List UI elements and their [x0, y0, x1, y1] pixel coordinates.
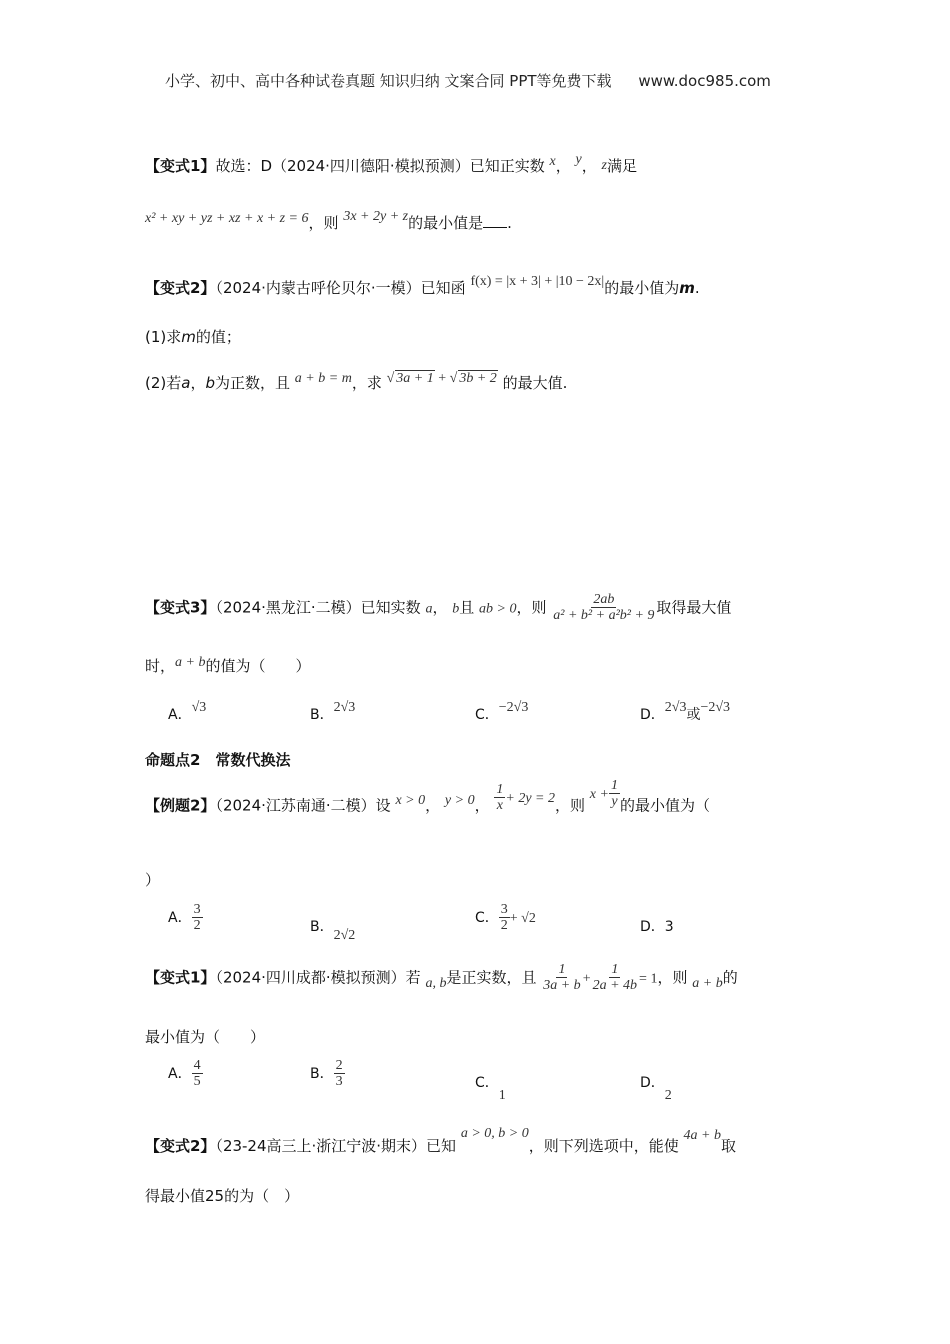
- v4-option-d: [640, 1074, 672, 1103]
- v2-line1: [145, 274, 700, 298]
- sep: ，: [474, 796, 490, 815]
- e2-suffix: 的最小值为（: [619, 796, 710, 815]
- v3-option-a: [168, 696, 207, 723]
- e2-line2: ）: [145, 871, 161, 889]
- v3-a: a: [425, 601, 433, 617]
- option-rest: + √2: [509, 910, 536, 926]
- v3-tag: 【变式3】: [145, 598, 216, 617]
- sep: ，: [581, 157, 597, 175]
- v3-then: ，则: [516, 598, 547, 617]
- numerator: 4: [193, 1058, 201, 1073]
- v5-line1: [145, 1126, 737, 1156]
- v1-end: 的最小值是: [408, 214, 484, 232]
- option-label: C．: [475, 707, 499, 723]
- option-value: 2√3: [664, 700, 687, 715]
- radicand-1: 3a + 1: [396, 371, 434, 386]
- header-text: 小学、初中、高中各种试卷真题 知识归纳 文案合同 PPT等免费下载: [165, 72, 612, 90]
- v2-suffix: 的最小值为: [604, 279, 680, 297]
- period: .: [694, 279, 700, 297]
- v1-line1: [145, 152, 637, 176]
- numerator: 3: [193, 902, 201, 917]
- v1-var-z: z: [601, 158, 607, 173]
- v4-tag: 【变式1】: [145, 968, 216, 987]
- numerator: 1: [610, 778, 618, 793]
- denominator: 2: [500, 918, 508, 934]
- option-or: 或: [686, 707, 701, 723]
- v2-q2-mid: 为正数，且: [215, 374, 291, 392]
- e2-option-b: [310, 918, 356, 943]
- numerator: 1: [558, 962, 566, 977]
- v3-line2: [145, 655, 310, 676]
- sep: ，: [555, 157, 571, 175]
- v4-frac-2: [591, 962, 639, 994]
- option-label: B．: [310, 1065, 334, 1082]
- e2-line1: [145, 778, 710, 822]
- option-value: 2√3: [333, 700, 356, 715]
- section-title: 命题点2 常数代换法: [145, 751, 291, 769]
- e2-cond-2: y > 0: [444, 793, 475, 809]
- v3-line2-b: 的值为（ ）: [205, 657, 311, 675]
- option-value: √3: [191, 700, 207, 715]
- numerator: 3: [500, 902, 508, 917]
- numerator: 1: [611, 962, 619, 977]
- v5-tag: 【变式2】: [145, 1137, 216, 1155]
- v1-prefix: 故选：D（2024·四川德阳·模拟预测）已知正实数: [215, 157, 545, 175]
- e2-prefix: （2024·江苏南通·二模）设: [215, 796, 391, 815]
- v4-then: ，则: [657, 968, 688, 987]
- v3-and: 且: [459, 598, 475, 617]
- v3-condition: ab > 0: [479, 601, 517, 617]
- v4-line1: [145, 962, 738, 994]
- plus: +: [438, 371, 447, 386]
- v4-option-b: [310, 1058, 345, 1090]
- option-label: C．: [475, 909, 499, 926]
- sep: ，: [190, 374, 206, 392]
- plus: +: [582, 971, 591, 987]
- denominator: y: [611, 794, 618, 810]
- e2-option-d: [640, 916, 674, 936]
- v2-q2-radical: √ 3a + 1 + √ 3b + 2: [386, 371, 497, 386]
- v4-line2: 最小值为（ ）: [145, 1028, 266, 1046]
- option-value: −2√3: [498, 700, 529, 715]
- v1-suffix: 满足: [606, 157, 637, 175]
- denominator: 5: [193, 1074, 201, 1090]
- header-url: www.doc985.com: [638, 72, 771, 90]
- numerator: 1: [496, 782, 504, 797]
- v1-var-y: y: [575, 152, 582, 167]
- v2-q1-text: (1)求: [145, 328, 182, 346]
- v3-option-c: [475, 696, 529, 723]
- v2-q2-b: b: [205, 374, 215, 392]
- option-value-2: −2√3: [700, 700, 731, 715]
- v1-expression: 3x + 2y + z: [343, 209, 409, 224]
- v1-var-x: x: [549, 154, 556, 169]
- option-label: A．: [168, 707, 192, 723]
- denominator: a² + b² + a²b² + 9: [553, 608, 655, 624]
- option-frac: [334, 1058, 345, 1090]
- option-label: D．: [640, 1075, 665, 1091]
- option-frac: [192, 902, 203, 934]
- e2-expr-x: x +: [589, 787, 609, 803]
- v4-eq: = 1: [639, 971, 658, 987]
- e2-cond-3-rest: + 2y = 2: [505, 791, 555, 807]
- v2-q2-equation: a + b = m: [294, 371, 352, 386]
- v3-line2-expr: a + b: [175, 655, 206, 670]
- v5-cond: a > 0, b > 0: [460, 1126, 529, 1141]
- option-label: B．: [310, 919, 334, 935]
- v4-vars: a, b: [425, 976, 447, 992]
- option-value: 2: [664, 1088, 672, 1103]
- v5-prefix: （23-24高三上·浙江宁波·期末）已知: [215, 1137, 457, 1155]
- v2-q2-a: a: [181, 374, 191, 392]
- v2-q2-text: (2)若: [145, 374, 182, 392]
- v5-mid: ，则下列选项中，能使: [528, 1137, 679, 1155]
- option-value: 2√2: [333, 928, 356, 943]
- v3-prefix: （2024·黑龙江·二模）已知实数: [215, 598, 421, 617]
- v4-mid: 是正实数，且: [446, 968, 537, 987]
- v4-suffix: 的: [722, 968, 738, 987]
- v3-line1: [145, 592, 731, 624]
- v4-expr: a + b: [692, 976, 723, 992]
- v2-q1-end: 的值；: [195, 328, 241, 346]
- v4-option-c: [475, 1074, 506, 1103]
- v5-expr: 4a + b: [683, 1128, 721, 1143]
- v1-tag: 【变式1】: [145, 157, 216, 175]
- denominator: 3a + b: [543, 978, 581, 994]
- option-label: D．: [640, 707, 665, 723]
- v1-equation: x² + xy + yz + xz + x + z = 6: [145, 211, 309, 226]
- v3-option-b: [310, 696, 356, 723]
- e2-expr-frac: [609, 778, 620, 810]
- option-label: D．: [640, 919, 665, 935]
- v2-q2-end: 的最大值.: [502, 374, 568, 392]
- option-value: 1: [498, 1088, 506, 1103]
- v2-q1-m: m: [181, 328, 196, 346]
- v4-frac-1: [541, 962, 582, 994]
- answer-blank: [483, 227, 507, 228]
- option-value: 3: [664, 919, 674, 935]
- v2-q2-mid2: ，求: [351, 374, 382, 392]
- v5-suffix: 取: [721, 1137, 737, 1155]
- v2-m: m: [679, 279, 695, 297]
- radicand-2: 3b + 2: [459, 371, 497, 386]
- v4-prefix: （2024·四川成都·模拟预测）若: [215, 968, 421, 987]
- option-frac: [192, 1058, 203, 1090]
- page-header: [165, 70, 771, 91]
- numerator: 2: [335, 1058, 343, 1073]
- v2-function: f(x) = |x + 3| + |10 − 2x|: [470, 274, 605, 289]
- option-label: A．: [168, 909, 192, 926]
- sep: ，: [432, 598, 448, 617]
- v2-prefix: （2024·内蒙古呼伦贝尔·一模）已知函: [215, 279, 466, 297]
- v5-line2: 得最小值25的为（ ）: [145, 1187, 300, 1205]
- e2-tag: 【例题2】: [145, 796, 216, 815]
- option-label: B．: [310, 707, 334, 723]
- v2-tag: 【变式2】: [145, 279, 216, 297]
- denominator: 2: [193, 918, 201, 934]
- denominator: 3: [335, 1074, 343, 1090]
- e2-option-c: [475, 902, 536, 934]
- v3-suffix: 取得最大值: [656, 598, 732, 617]
- sep: ，: [425, 796, 441, 815]
- v3-option-d: [640, 696, 731, 723]
- v4-option-a: [168, 1058, 203, 1090]
- numerator: 2ab: [593, 592, 615, 607]
- option-frac: [499, 902, 510, 934]
- denominator: x: [496, 798, 503, 814]
- option-label: A．: [168, 1065, 192, 1082]
- v1-mid: ，则: [308, 214, 339, 232]
- v3-b: b: [452, 601, 460, 617]
- option-label: C．: [475, 1075, 499, 1091]
- e2-option-a: [168, 902, 203, 934]
- period: .: [507, 214, 512, 232]
- v3-fraction: [551, 592, 656, 624]
- e2-then: ，则: [554, 796, 585, 815]
- v1-line2: [145, 209, 512, 233]
- v3-line2-a: 时，: [145, 657, 176, 675]
- v2-q2: [145, 372, 567, 393]
- v2-q1: [145, 326, 241, 347]
- e2-cond-1: x > 0: [395, 793, 426, 809]
- e2-cond-3-frac: [494, 782, 505, 814]
- denominator: 2a + 4b: [592, 978, 638, 994]
